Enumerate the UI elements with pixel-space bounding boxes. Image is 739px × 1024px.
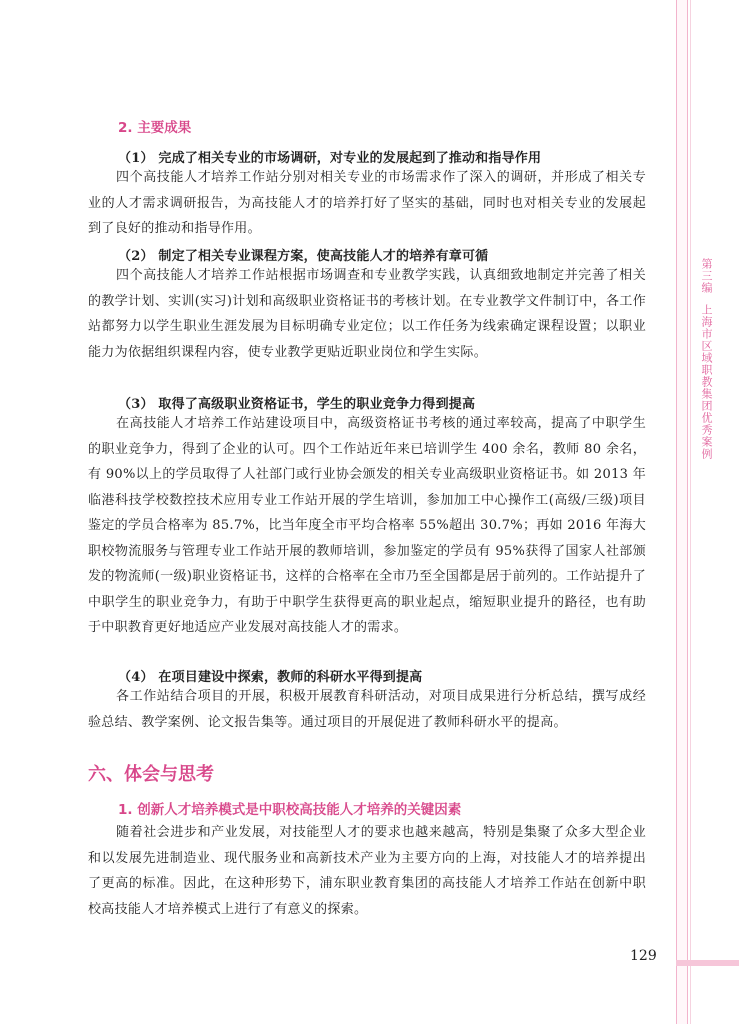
item-4-text: 各工作站结合项目的开展，积极开展教育科研活动，对项目成果进行分析总结，撰写成经验总结、教学案例、论文报告集等。通过项目的开展促进了教师科研水平的提高。 [88, 689, 646, 730]
item-3-heading: （3） 取得了高级职业资格证书，学生的职业竞争力得到提高 [118, 397, 476, 412]
page-number: 129 [630, 948, 657, 964]
subsection-1-text: 随着社会进步和产业发展，对技能型人才的要求也越来越高，特别是集聚了众多大型企业和以发展先进制造业、现代服务业和高新技术产业为主要方向的上海，对技能人才的培养提出了更高的标准。因此，在这种形势下，浦东职业教育集团的高技能人才培养工作站在创新中职校高技能人才培养模式上进行了有意义的探索。 [88, 825, 646, 917]
side-tab-separator [706, 294, 707, 304]
section-2-title: 2. 主要成果 [118, 120, 192, 136]
margin-band [676, 0, 688, 1024]
margin-band-outer [690, 0, 739, 1024]
item-1-text: 四个高技能人才培养工作站分别对相关专业的市场需求作了深入的调研，并形成了相关专业的人才需求调研报告，为高技能人才的培养打好了坚实的基础，同时也对相关专业的发展起到了良好的推动和指导作用。 [88, 170, 646, 236]
side-tab [690, 250, 722, 490]
footer-accent-bar [676, 960, 739, 966]
item-2-text: 四个高技能人才培养工作站根据市场调查和专业教学实践，认真细致地制定并完善了相关的教学计划、实训(实习)计划和高级职业资格证书的考核计划。在专业教学文件制订中，各工作站都努力以学生职业生涯发展为目标明确专业定位；以工作任务为线索确定课程设置；以职业能力为依据组织课程内容，使专业教学更贴近职业岗位和学生实际。 [88, 268, 646, 360]
subsection-1-title: 1. 创新人才培养模式是中职校高技能人才培养的关键因素 [118, 802, 462, 818]
item-3-text: 在高技能人才培养工作站建设项目中，高级资格证书考核的通过率较高，提高了中职学生的职业竞争力，得到了企业的认可。四个工作站近年来已培训学生 400 余名，教师 80 余名，有 90%以上的学员取得了人社部门或行业协会颁发的相关专业高级职业资格证书。如 2013 年临港科技学校数控技术应用专业工作站开展的学生培训，参加加工中心操作工(高级/三级)项目鉴定的学员合格率为 85.7%，比当年度全市平均合格率 55%超出 30.7%；再如 2016 年海大职校物流服务与管理专业工作站开展的教师培训，参加鉴定的学员有 95%获得了国家人社部颁发的物流师(一级)职业资格证书，这样的合格率在全市乃至全国都是居于前列的。工作站提升了中职学生的职业竞争力，有助于中职学生获得更高的职业起点，缩短职业提升的路径，也有助于中职教育更好地适应产业发展对高技能人才的需求。 [88, 416, 646, 635]
item-4-heading: （4） 在项目建设中探索，教师的科研水平得到提高 [118, 670, 423, 685]
section-6-title: 六、体会与思考 [88, 764, 214, 785]
side-tab-title: 上海市区域职教集团优秀案例 [700, 304, 713, 460]
item-1-heading: （1） 完成了相关专业的市场调研，对专业的发展起到了推动和指导作用 [118, 151, 542, 166]
item-2-heading: （2） 制定了相关专业课程方案，使高技能人才的培养有章可循 [118, 249, 489, 264]
side-tab-part: 第三编 [700, 258, 713, 294]
